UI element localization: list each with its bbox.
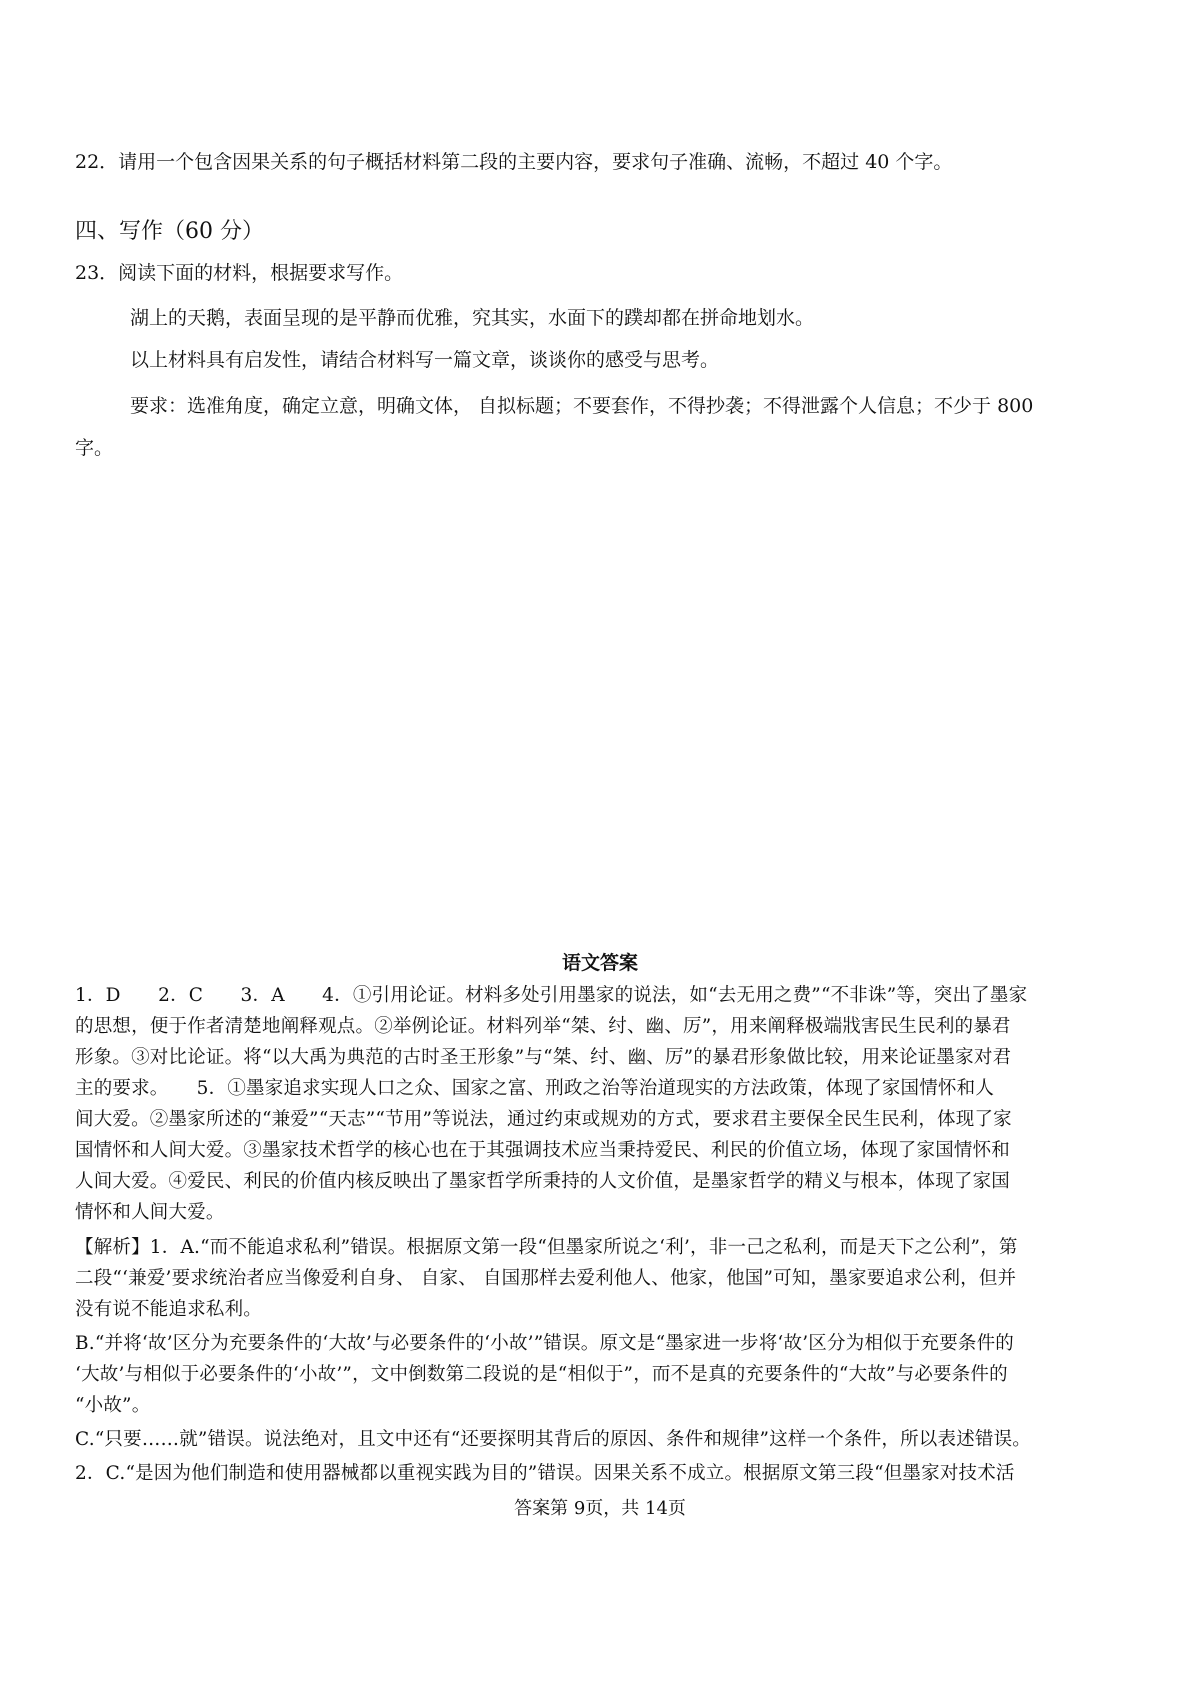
analysis-line: “小故”。 — [75, 1395, 151, 1416]
analysis-line: 没有说不能追求私利。 — [75, 1299, 263, 1320]
page-footer: 答案第 9页，共 14页 — [514, 1498, 686, 1519]
answer-line: 情怀和人间大爱。 — [75, 1202, 225, 1223]
answers-title: 语文答案 — [561, 952, 638, 974]
question-23-requirements-continued: 字。 — [75, 437, 114, 459]
analysis-line: 二段“‘兼爱’要求统治者应当像爱利自身、 自家、 自国那样去爱利他人、他家，他国”可知，墨家要追求公利，但并 — [75, 1268, 1017, 1289]
answer-line: 人间大爱。④爱民、利民的价值内核反映出了墨家哲学所秉持的人文价值，是墨家哲学的精义与根本，体现了家国 — [75, 1171, 1011, 1192]
answer-line: 间大爱。②墨家所述的“兼爱”“天志”“节用”等说法，通过约束或规劝的方式，要求君主要保全民生民利，体现了家 — [75, 1109, 1012, 1130]
analysis-line: 2．C.“是因为他们制造和使用器械都以重视实践为目的”错误。因果关系不成立。根据原文第三段“但墨家对技术活 — [75, 1463, 1015, 1484]
question-23-stem: 23．阅读下面的材料，根据要求写作。 — [75, 262, 404, 284]
question-23-requirements: 要求：选准角度，确定立意，明确文体， 自拟标题；不要套作，不得抄袭；不得泄露个人信息；不少于 800 — [130, 395, 1034, 417]
question-22: 22．请用一个包含因果关系的句子概括材料第二段的主要内容，要求句子准确、流畅，不超过 40 个字。 — [75, 151, 953, 173]
analysis-line: 【解析】1．A.“而不能追求私利”错误。根据原文第一段“但墨家所说之‘利’，非一己之私利，而是天下之公利”，第 — [75, 1237, 1018, 1258]
answer-line: 国情怀和人间大爱。③墨家技术哲学的核心也在于其强调技术应当秉持爱民、利民的价值立场，体现了家国情怀和 — [75, 1140, 1011, 1161]
analysis-line: C.“只要……就”错误。说法绝对，且文中还有“还要探明其背后的原因、条件和规律”这样一个条件，所以表述错误。 — [75, 1429, 1032, 1450]
question-23-prompt: 以上材料具有启发性，请结合材料写一篇文章，谈谈你的感受与思考。 — [130, 349, 720, 371]
answer-line: 主的要求。 5．①墨家追求实现人口之众、国家之富、刑政之治等治道现实的方法政策，体现了家国情怀和人 — [75, 1078, 995, 1099]
answer-line: 的思想，便于作者清楚地阐释观点。②举例论证。材料列举“桀、纣、幽、厉”，用来阐释极端戕害民生民利的暴君 — [75, 1016, 1011, 1037]
analysis-line: ‘大故’与相似于必要条件的‘小故’”，文中倒数第二段说的是“相似于”，而不是真的充要条件的“大故”与必要条件的 — [75, 1364, 1008, 1385]
answer-line: 形象。③对比论证。将“以大禹为典范的古时圣王形象”与“桀、纣、幽、厉”的暴君形象做比较，用来论证墨家对君 — [75, 1047, 1012, 1068]
question-23-material: 湖上的天鹅，表面呈现的是平静而优雅，究其实，水面下的蹼却都在拼命地划水。 — [130, 307, 815, 329]
analysis-line: B.“并将‘故’区分为充要条件的‘大故’与必要条件的‘小故’”错误。原文是“墨家进一步将‘故’区分为相似于充要条件的 — [75, 1333, 1014, 1354]
section-4-heading: 四、写作（60 分） — [75, 219, 264, 244]
answer-line: 1．D 2．C 3．A 4．①引用论证。材料多处引用墨家的说法，如“去无用之费”“不非诛”等，突出了墨家 — [75, 985, 1028, 1006]
